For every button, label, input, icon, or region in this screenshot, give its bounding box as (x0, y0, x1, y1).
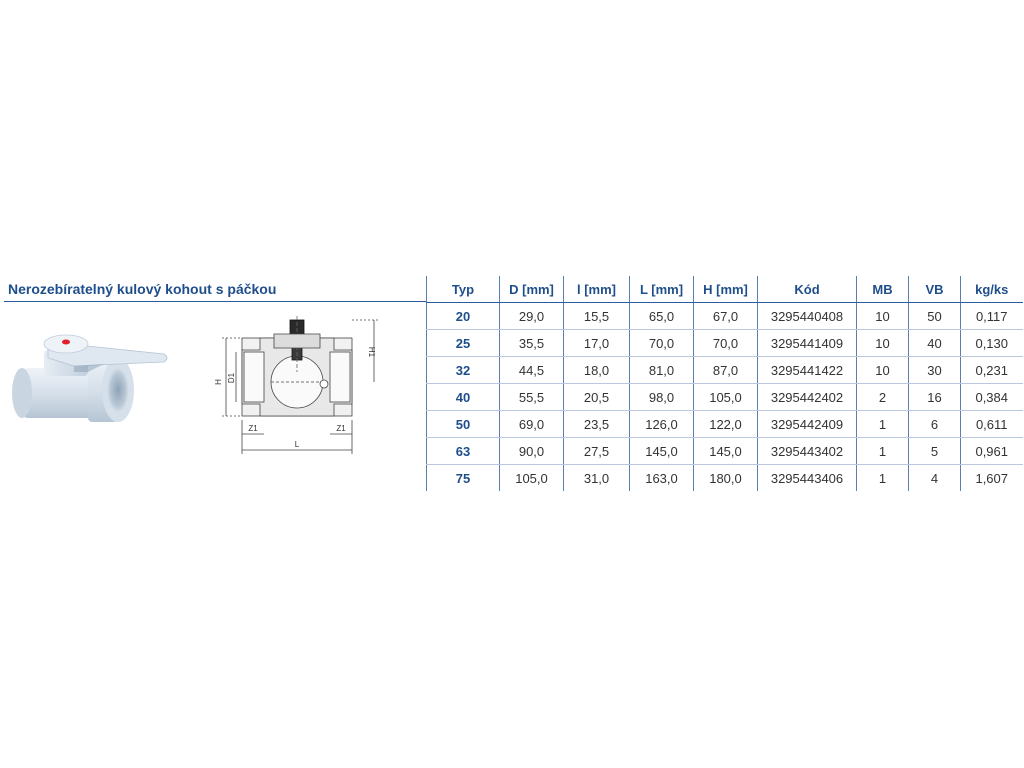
cell-typ: 40 (427, 384, 500, 411)
table-row (427, 438, 1023, 465)
cell-vb: 30 (909, 357, 961, 384)
cell-h: 105,0 (694, 384, 758, 411)
table-row (427, 303, 1023, 330)
table-row (427, 411, 1023, 438)
cell-vb: 50 (909, 303, 961, 330)
cell-kg: 0,117 (961, 303, 1023, 330)
cell-mb: 10 (857, 303, 909, 330)
cell-kg: 0,231 (961, 357, 1023, 384)
cell-l-small: 31,0 (564, 465, 630, 492)
cell-vb: 16 (909, 384, 961, 411)
cell-h: 145,0 (694, 438, 758, 465)
cell-h: 87,0 (694, 357, 758, 384)
cell-mb: 2 (857, 384, 909, 411)
cell-typ: 63 (427, 438, 500, 465)
cell-l: 70,0 (630, 330, 694, 357)
cell-kg: 0,961 (961, 438, 1023, 465)
cell-vb: 4 (909, 465, 961, 492)
cell-l: 163,0 (630, 465, 694, 492)
cell-kod: 3295442409 (758, 411, 857, 438)
cell-kod: 3295442402 (758, 384, 857, 411)
cell-l: 65,0 (630, 303, 694, 330)
cell-kod: 3295443402 (758, 438, 857, 465)
cell-kg: 0,611 (961, 411, 1023, 438)
cell-l-small: 27,5 (564, 438, 630, 465)
cell-typ: 25 (427, 330, 500, 357)
col-header-vb: VB (909, 276, 961, 303)
cell-l: 145,0 (630, 438, 694, 465)
cell-mb: 1 (857, 438, 909, 465)
cell-vb: 40 (909, 330, 961, 357)
cell-d: 105,0 (500, 465, 564, 492)
cell-kg: 0,130 (961, 330, 1023, 357)
cell-d: 44,5 (500, 357, 564, 384)
cell-vb: 5 (909, 438, 961, 465)
cell-d: 90,0 (500, 438, 564, 465)
cell-h: 67,0 (694, 303, 758, 330)
cell-h: 122,0 (694, 411, 758, 438)
dim-label-h: H (214, 379, 223, 385)
cell-kod: 3295440408 (758, 303, 857, 330)
col-header-l-small: l [mm] (564, 276, 630, 303)
cell-l-small: 17,0 (564, 330, 630, 357)
cell-typ: 75 (427, 465, 500, 492)
col-header-kg: kg/ks (961, 276, 1023, 303)
cell-typ: 50 (427, 411, 500, 438)
cell-kg: 1,607 (961, 465, 1023, 492)
table-row (427, 465, 1023, 492)
table-row (427, 357, 1023, 384)
cell-typ: 20 (427, 303, 500, 330)
table-row (427, 384, 1023, 411)
dim-label-l: L (294, 440, 300, 449)
cell-kod: 3295441422 (758, 357, 857, 384)
cell-kg: 0,384 (961, 384, 1023, 411)
cell-l-small: 20,5 (564, 384, 630, 411)
cell-d: 55,5 (500, 384, 564, 411)
dim-label-h1: H1 (367, 346, 376, 358)
valve-cross-section-drawing (212, 312, 388, 462)
dim-label-z1-left: Z1 (248, 424, 258, 433)
cell-h: 70,0 (694, 330, 758, 357)
cell-l-small: 18,0 (564, 357, 630, 384)
cell-l-small: 15,5 (564, 303, 630, 330)
spec-table (426, 276, 1023, 491)
dim-label-z1-right: Z1 (336, 424, 346, 433)
cell-l-small: 23,5 (564, 411, 630, 438)
title-divider (4, 301, 426, 302)
cell-d: 69,0 (500, 411, 564, 438)
cell-kod: 3295441409 (758, 330, 857, 357)
cell-mb: 10 (857, 330, 909, 357)
cell-l: 126,0 (630, 411, 694, 438)
cell-l: 81,0 (630, 357, 694, 384)
col-header-d: D [mm] (500, 276, 564, 303)
col-header-l: L [mm] (630, 276, 694, 303)
cell-mb: 1 (857, 465, 909, 492)
cell-typ: 32 (427, 357, 500, 384)
valve-photo (4, 318, 174, 438)
cell-kod: 3295443406 (758, 465, 857, 492)
cell-h: 180,0 (694, 465, 758, 492)
cell-mb: 1 (857, 411, 909, 438)
cell-l: 98,0 (630, 384, 694, 411)
col-header-mb: MB (857, 276, 909, 303)
col-header-typ: Typ (427, 276, 500, 303)
cell-d: 29,0 (500, 303, 564, 330)
col-header-h: H [mm] (694, 276, 758, 303)
cell-vb: 6 (909, 411, 961, 438)
table-row (427, 330, 1023, 357)
dim-label-d1: D1 (227, 372, 236, 384)
product-title: Nerozebíratelný kulový kohout s páčkou (8, 281, 277, 297)
cell-d: 35,5 (500, 330, 564, 357)
table-header-row (427, 276, 1023, 303)
col-header-kod: Kód (758, 276, 857, 303)
cell-mb: 10 (857, 357, 909, 384)
